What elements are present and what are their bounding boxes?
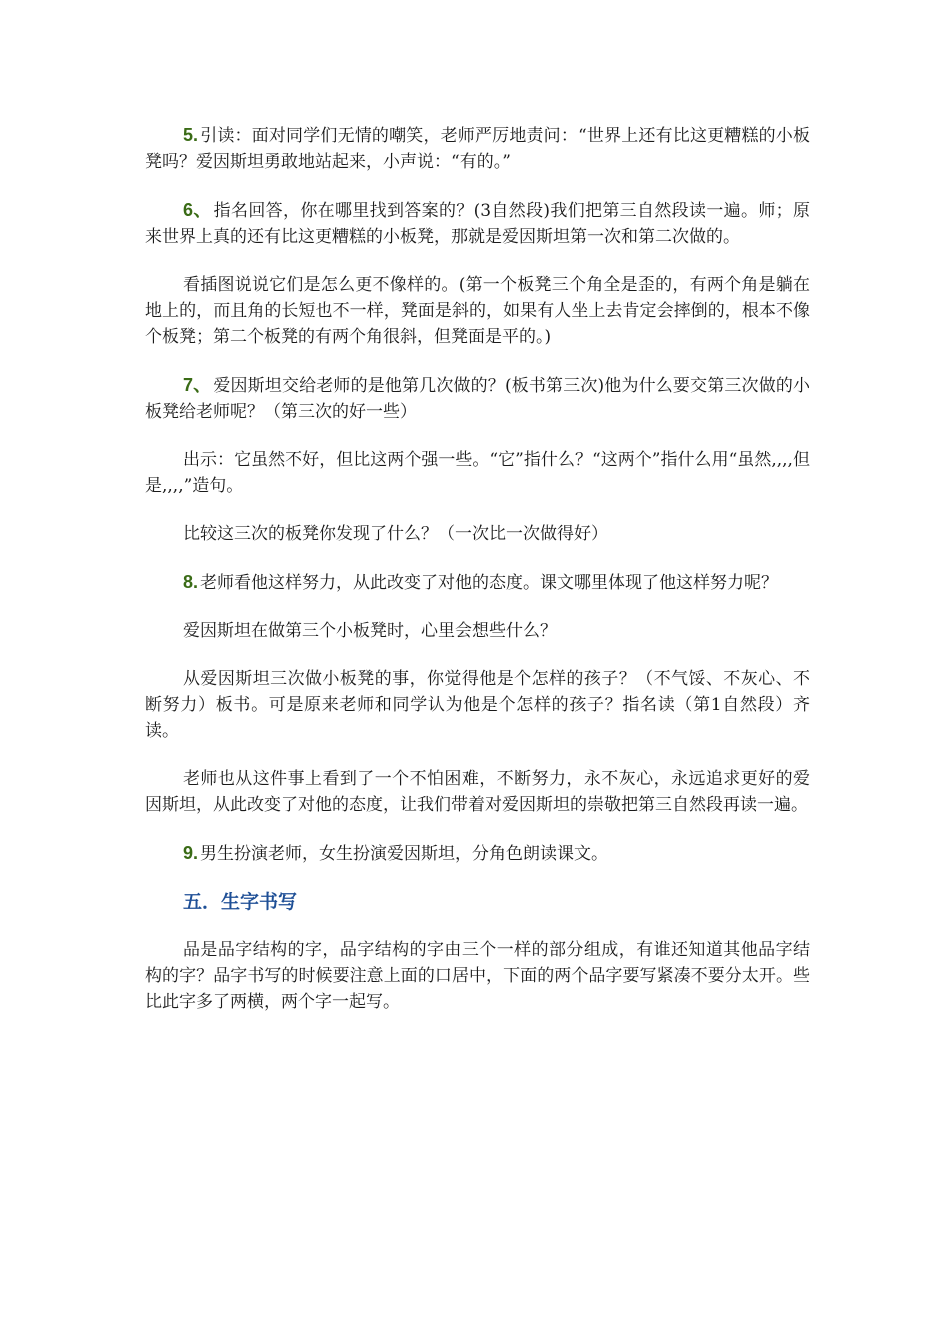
paragraph-compare: [145, 521, 810, 547]
paragraph-show: [145, 447, 810, 499]
paragraph-text: 比较这三次的板凳你发现了什么？（一次比一次做得好）: [183, 524, 608, 544]
section-heading: 五．生字书写: [183, 891, 298, 913]
paragraph-third-stool: [145, 618, 810, 644]
paragraph-text: 从爱因斯坦三次做小板凳的事，你觉得他是个怎样的孩子？（不气馁、不灰心、不断努力）板书。可是原来老师和同学认为他是个怎样的孩子？指名读（第1自然段）齐读。: [145, 669, 810, 741]
paragraph-teacher-saw: [145, 766, 810, 818]
document-body: [145, 122, 810, 1037]
paragraph-text: 男生扮演老师，女生扮演爱因斯坦，分角色朗读课文。: [200, 844, 609, 864]
paragraph-text: 老师也从这件事上看到了一个不怕困难，不断努力，永不灰心，永远追求更好的爱因斯坦，从此改变了对他的态度，让我们带着对爱因斯坦的崇敬把第三自然段再读一遍。: [145, 769, 810, 815]
paragraph-text: 引读：面对同学们无情的嘲笑，老师严厉地责问：“世界上还有比这更糟糕的小板凳吗？爱因斯坦勇敢地站起来，小声说：“有的。”: [145, 126, 810, 172]
paragraph-5: [145, 122, 810, 175]
paragraph-text: 老师看他这样努力，从此改变了对他的态度。课文哪里体现了他这样努力呢？: [200, 573, 779, 593]
paragraph-what-child: [145, 666, 810, 744]
paragraph-text: 出示：它虽然不好，但比这两个强一些。“它”指什么？“这两个”指什么用“虽然,,,,但是,,,,”造句。: [145, 450, 810, 496]
paragraph-text: 指名回答，你在哪里找到答案的？(3自然段)我们把第三自然段读一遍。师；原来世界上真的还有比这更糟糕的小板凳，那就是爱因斯坦第一次和第二次做的。: [145, 201, 810, 247]
item-number: 6、: [183, 200, 212, 220]
item-number: 5.: [183, 125, 199, 145]
paragraph-6: [145, 197, 810, 250]
paragraph-text: 爱因斯坦交给老师的是他第几次做的？(板书第三次)他为什么要交第三次做的小板凳给老师呢？（第三次的好一些）: [145, 376, 811, 422]
paragraph-character-writing: [145, 937, 810, 1015]
item-number: 8.: [183, 572, 199, 592]
paragraph-text: 品是品字结构的字，品字结构的字由三个一样的部分组成，有谁还知道其他品字结构的字？品字书写的时候要注意上面的口居中，下面的两个品字要写紧凑不要分太开。些比此字多了两横，两个字一起写。: [145, 940, 810, 1012]
paragraph-7: [145, 372, 810, 425]
paragraph-8: [145, 569, 810, 596]
paragraph-illustration: [145, 272, 810, 350]
paragraph-text: 看插图说说它们是怎么更不像样的。(第一个板凳三个角全是歪的，有两个角是躺在地上的，而且角的长短也不一样，凳面是斜的，如果有人坐上去肯定会摔倒的，根本不像个板凳；第二个板凳的有两个角很斜，但凳面是平的。): [145, 275, 810, 347]
item-number: 9.: [183, 843, 199, 863]
paragraph-text: 爱因斯坦在做第三个小板凳时，心里会想些什么？: [183, 621, 557, 641]
paragraph-9: [145, 840, 810, 867]
item-number: 7、: [183, 375, 212, 395]
